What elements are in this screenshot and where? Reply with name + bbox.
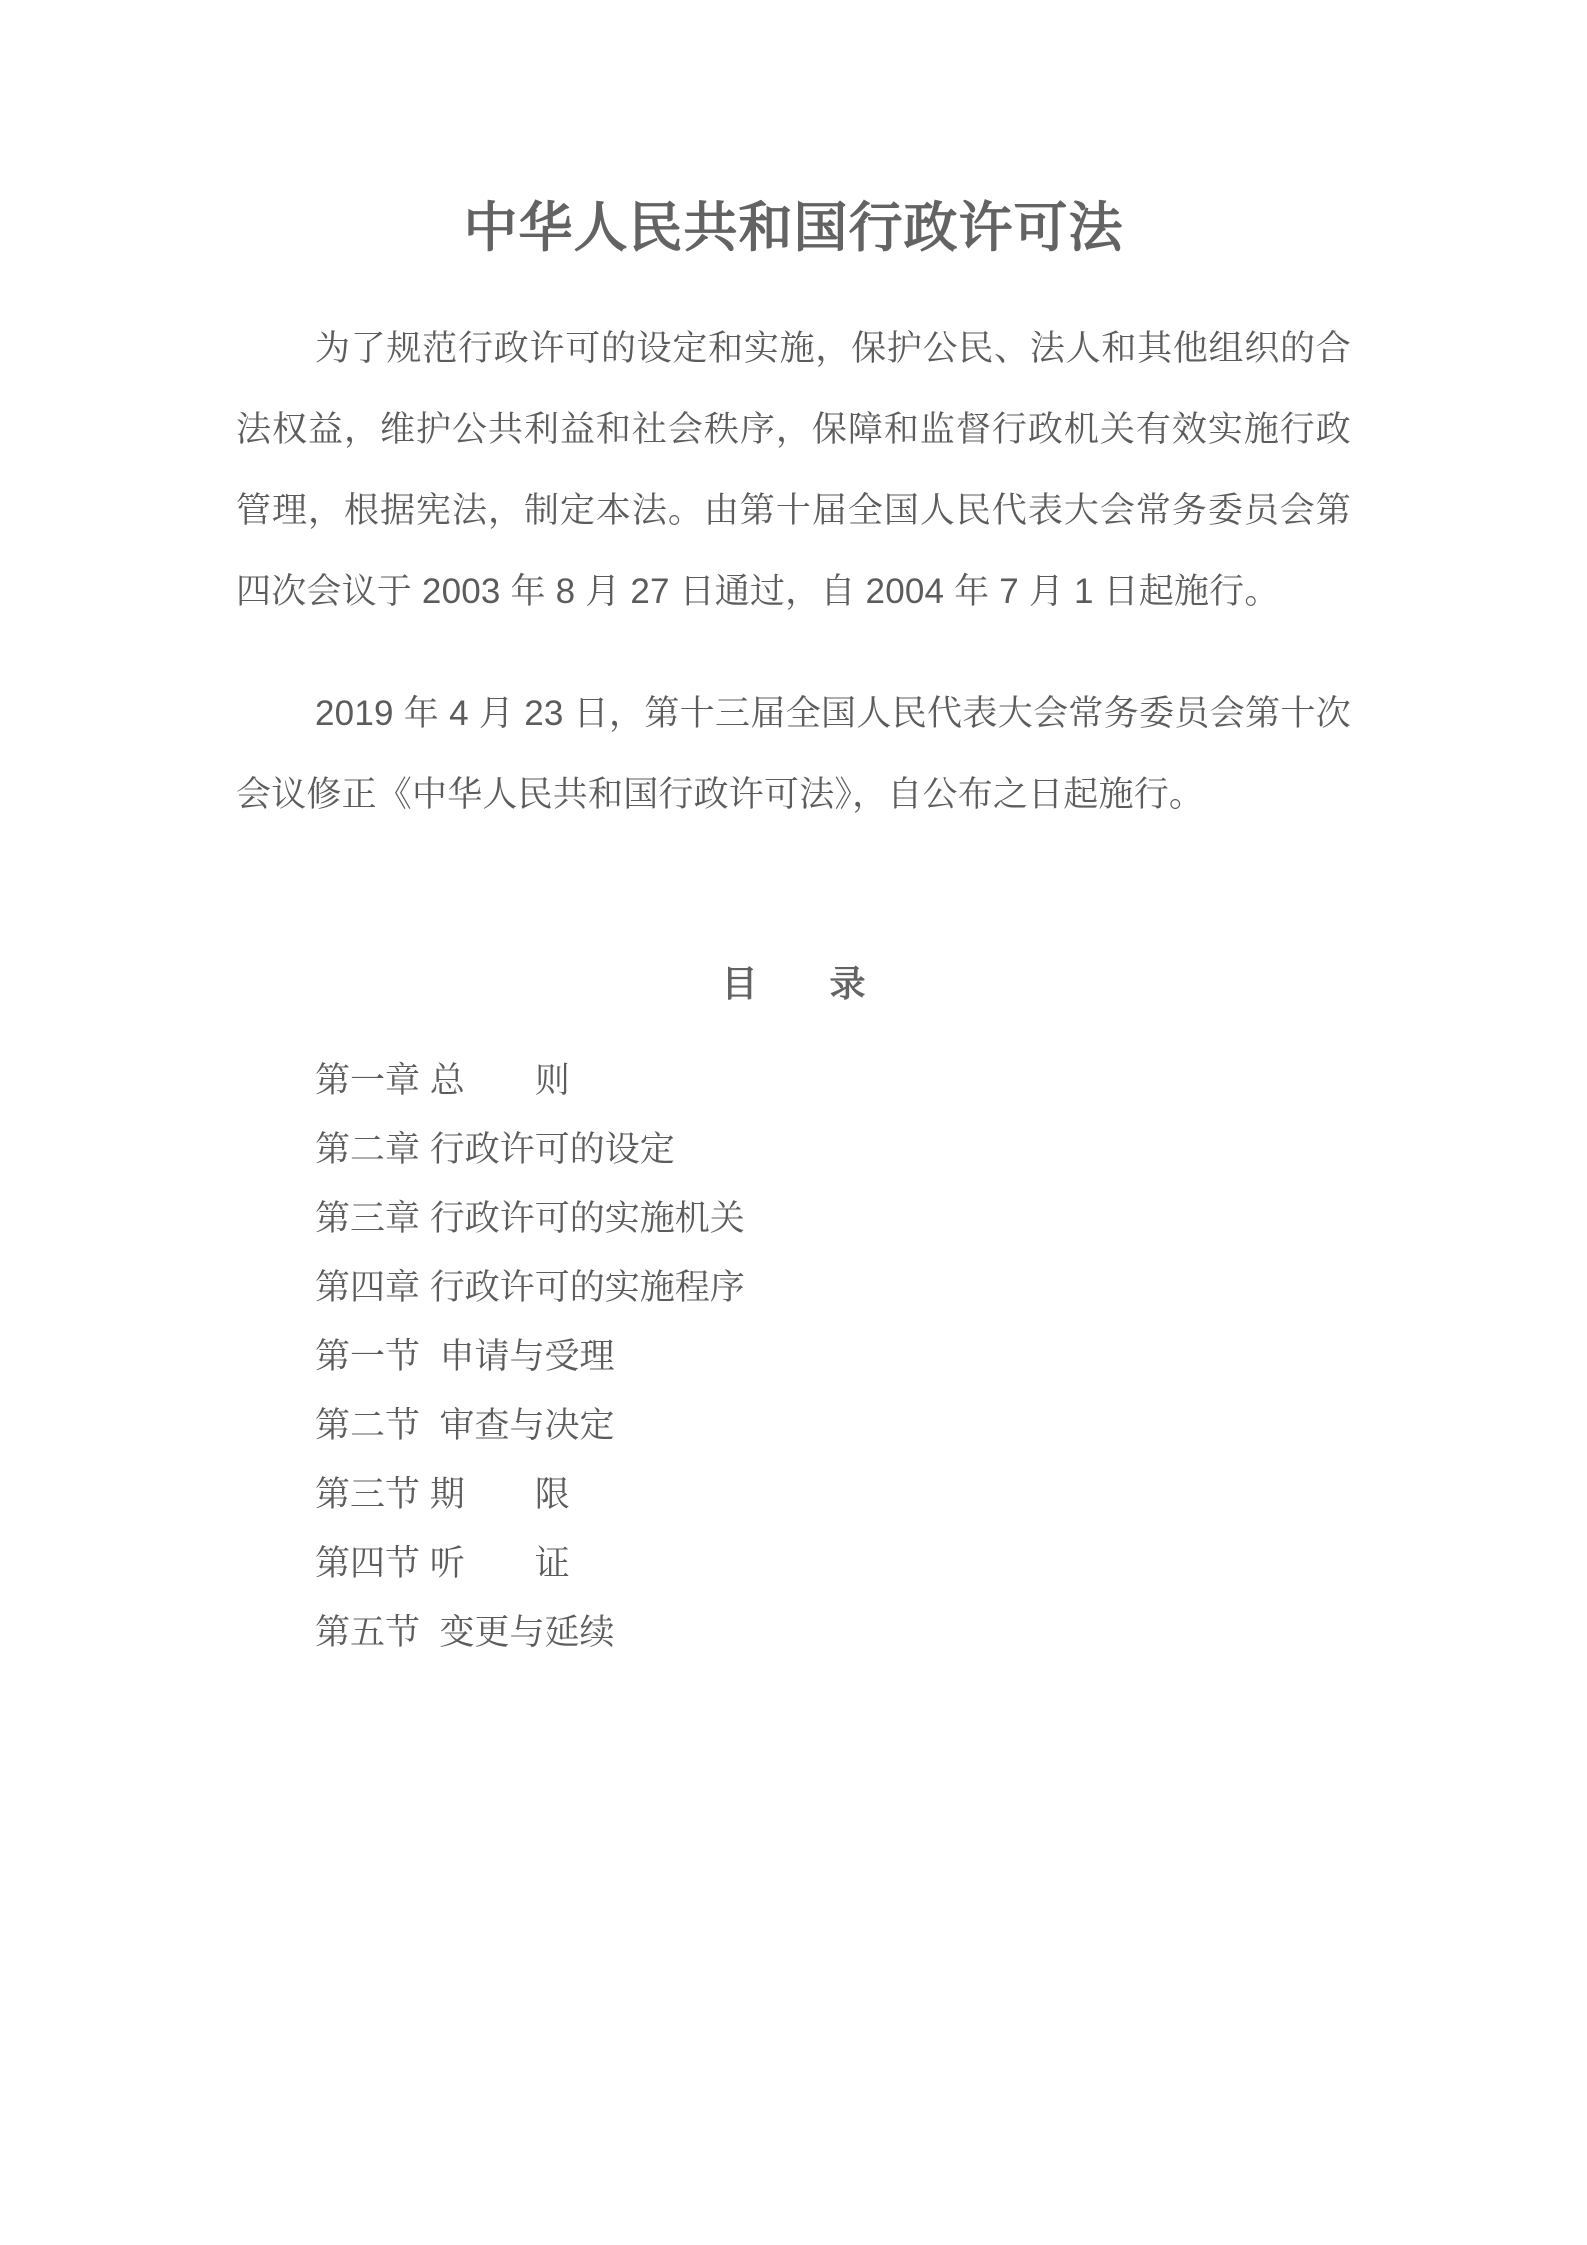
- toc-item-chapter-3[interactable]: 第三章 行政许可的实施机关: [315, 1199, 745, 1238]
- toc-item-section-3[interactable]: 第三节 期 限: [315, 1475, 570, 1514]
- table-of-contents-heading: 目 录: [721, 963, 866, 1004]
- table-of-contents-list: [236, 1008, 1351, 1667]
- toc-item-section-1[interactable]: 第一节 申请与受理: [315, 1337, 615, 1376]
- toc-item-section-4[interactable]: 第四节 听 证: [315, 1544, 570, 1583]
- document-content: [236, 0, 1351, 1667]
- toc-item-section-2[interactable]: 第二节 审查与决定: [315, 1406, 615, 1445]
- toc-item-section-5[interactable]: 第五节 变更与延续: [315, 1613, 615, 1652]
- preamble-paragraph-2: 2019 年 4 月 23 日，第十三届全国人民代表大会常务委员会第十次会议修正《中华人民共和国行政许可法》，自公布之日起施行。: [236, 694, 1351, 814]
- toc-item-chapter-4[interactable]: 第四章 行政许可的实施程序: [315, 1268, 745, 1307]
- preamble-paragraph-1: 为了规范行政许可的设定和实施，保护公民、法人和其他组织的合法权益，维护公共利益和社会秩序，保障和监督行政机关有效实施行政管理，根据宪法，制定本法。由第十届全国人民代表大会常务委员会第四次会议于 2003 年 8 月 27 日通过，自 2004 年 7 月 1 日起施行。: [236, 329, 1351, 611]
- page-title: 中华人民共和国行政许可法: [463, 198, 1124, 258]
- toc-item-chapter-2[interactable]: 第二章 行政许可的设定: [315, 1130, 675, 1169]
- toc-item-chapter-1[interactable]: 第一章 总 则: [315, 1061, 570, 1100]
